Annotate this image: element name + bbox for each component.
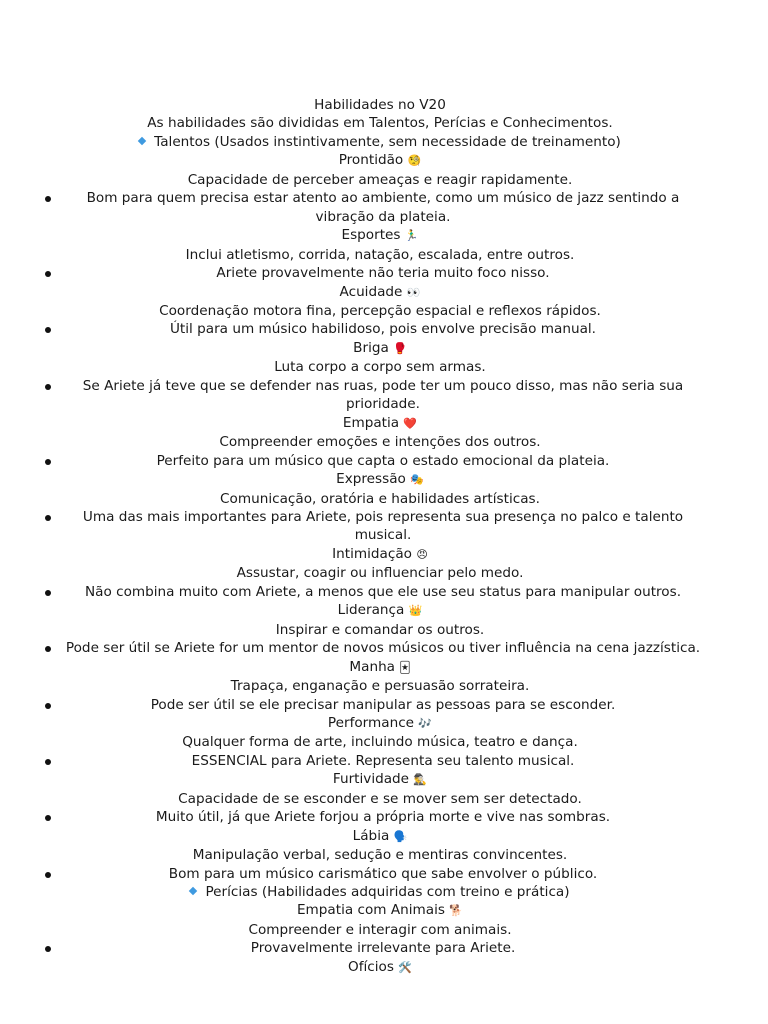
section-header-talents: Talentos (Usados instintivamente, sem necessidade de treinamento) (40, 133, 720, 151)
bullet-icon (45, 271, 51, 277)
skill-title: Ofícios 🛠️ (348, 958, 412, 975)
skill-note: ESSENCIAL para Ariete. Representa seu talento musical. (191, 752, 575, 769)
list-item (40, 189, 720, 226)
skill-note: Útil para um músico habilidoso, pois envolve precisão manual. (169, 321, 597, 338)
skill-description: Compreender e interagir com animais. (248, 921, 512, 938)
skill-emoji-icon: 🎶 (418, 716, 433, 730)
skill-emoji-icon: 🛠️ (398, 960, 412, 974)
skill-note: Muito útil, já que Ariete forjou a própria morte e vive nas sombras. (155, 809, 611, 826)
bullet-icon (45, 815, 51, 821)
skill-note: Perfeito para um músico que capta o estado emocional da plateia. (156, 452, 610, 469)
skill-title: Expressão 🎭 (336, 471, 424, 488)
skill-description: Qualquer forma de arte, incluindo música, teatro e dança. (182, 734, 578, 751)
skill-title: Esportes 🏃‍♂️ (341, 227, 419, 244)
list-item (40, 865, 720, 883)
intro-text: As habilidades são divididas em Talentos, Perícias e Conhecimentos. (147, 115, 613, 132)
skill-note: Não combina muito com Ariete, a menos que ele use seu status para manipular outros. (84, 583, 682, 600)
skill-description: Luta corpo a corpo sem armas. (274, 359, 486, 376)
skill-note: Se Ariete já teve que se defender nas ruas, pode ter um pouco disso, mas não seria sua prioridade. (82, 377, 684, 413)
skill-title: Empatia com Animais 🐕 (296, 902, 464, 919)
skill-description: Inclui atletismo, corrida, natação, escalada, entre outros. (185, 246, 575, 263)
skill-title: Prontidão 🧐 (338, 152, 422, 169)
list-item (40, 808, 720, 826)
list-item (40, 377, 720, 414)
list-item (40, 752, 720, 770)
diamond-icon (138, 137, 146, 145)
skill-emoji-icon: ❤️ (403, 416, 418, 430)
skill-title: Acuidade 👀 (339, 283, 421, 300)
list-item (40, 264, 720, 282)
skill-title: Empatia ❤️ (342, 414, 418, 431)
list-item (40, 696, 720, 714)
diamond-icon (189, 887, 197, 895)
list-item (40, 320, 720, 338)
skill-note: Provavelmente irrelevante para Ariete. (250, 940, 516, 957)
bullet-icon (45, 946, 51, 952)
bullet-icon (45, 703, 51, 709)
skill-note: Uma das mais importantes para Ariete, pois representa sua presença no palco e talento musical. (82, 508, 684, 544)
skill-emoji-icon: 🏃‍♂️ (404, 229, 419, 243)
skill-description: Comunicação, oratória e habilidades artísticas. (220, 490, 540, 507)
skill-emoji-icon: 🗣️ (393, 829, 408, 843)
skill-emoji-icon: 🕵️‍♂️ (413, 773, 428, 787)
skill-note: Pode ser útil se Ariete for um mentor de novos músicos ou tiver influência na cena jazzística. (65, 640, 701, 657)
skill-description: Inspirar e comandar os outros. (275, 621, 485, 638)
skill-title: Briga 🥊 (353, 339, 407, 356)
skill-description: Manipulação verbal, sedução e mentiras convincentes. (192, 847, 568, 864)
skill-description: Assustar, coagir ou influenciar pelo medo. (236, 565, 524, 582)
skill-note: Bom para quem precisa estar atento ao ambiente, como um músico de jazz sentindo a vibração da plateia. (86, 190, 680, 225)
skill-description: Capacidade de se esconder e se mover sem ser detectado. (178, 790, 582, 807)
bullet-icon (45, 384, 51, 390)
skill-emoji-icon: 🎭 (410, 473, 424, 487)
list-item (40, 639, 720, 657)
skill-note: Bom para um músico carismático que sabe envolver o público. (168, 865, 598, 882)
list-item (40, 508, 720, 545)
section-header-skills: Perícias (Habilidades adquiridas com treino e prática) (40, 883, 720, 901)
bullet-icon (45, 459, 51, 465)
bullet-icon (45, 759, 51, 765)
skill-emoji-icon: 👀 (406, 285, 421, 299)
list-item (40, 583, 720, 601)
skill-title: Intimidação 😠 (332, 545, 428, 562)
skill-title: Lábia 🗣️ (352, 827, 408, 844)
skill-description: Compreender emoções e intenções dos outros. (219, 434, 541, 451)
bullet-icon (45, 590, 51, 596)
skill-title: Liderança 👑 (337, 602, 423, 619)
bullet-icon (45, 872, 51, 878)
skill-title: Furtividade 🕵️‍♂️ (332, 771, 428, 788)
skill-description: Coordenação motora fina, percepção espacial e reflexos rápidos. (159, 302, 601, 319)
bullet-icon (45, 327, 51, 333)
skill-emoji-icon: 👑 (408, 604, 423, 618)
list-item (40, 452, 720, 470)
skill-emoji-icon: 🥊 (393, 341, 407, 355)
list-item (40, 939, 720, 957)
bullet-icon (45, 196, 51, 202)
skill-emoji-icon: 🐕 (449, 904, 464, 918)
talents-list (40, 151, 720, 883)
skill-title: Manha 🃏 (349, 658, 411, 675)
skills-list (40, 901, 720, 957)
skill-description: Capacidade de perceber ameaças e reagir rapidamente. (187, 171, 573, 188)
document-body (40, 96, 720, 977)
skill-emoji-icon: 🃏 (399, 660, 411, 674)
skill-emoji-icon: 🧐 (407, 154, 422, 168)
skill-note: Ariete provavelmente não teria muito foco nisso. (216, 265, 550, 282)
skill-description: Trapaça, enganação e persuasão sorrateira. (230, 678, 530, 695)
document-title: Habilidades no V20 (314, 97, 446, 113)
bullet-icon (45, 646, 51, 652)
skill-emoji-icon: 😠 (416, 547, 428, 561)
bullet-icon (45, 515, 51, 521)
skill-title: Performance 🎶 (327, 714, 433, 731)
skill-note: Pode ser útil se ele precisar manipular as pessoas para se esconder. (150, 696, 616, 713)
